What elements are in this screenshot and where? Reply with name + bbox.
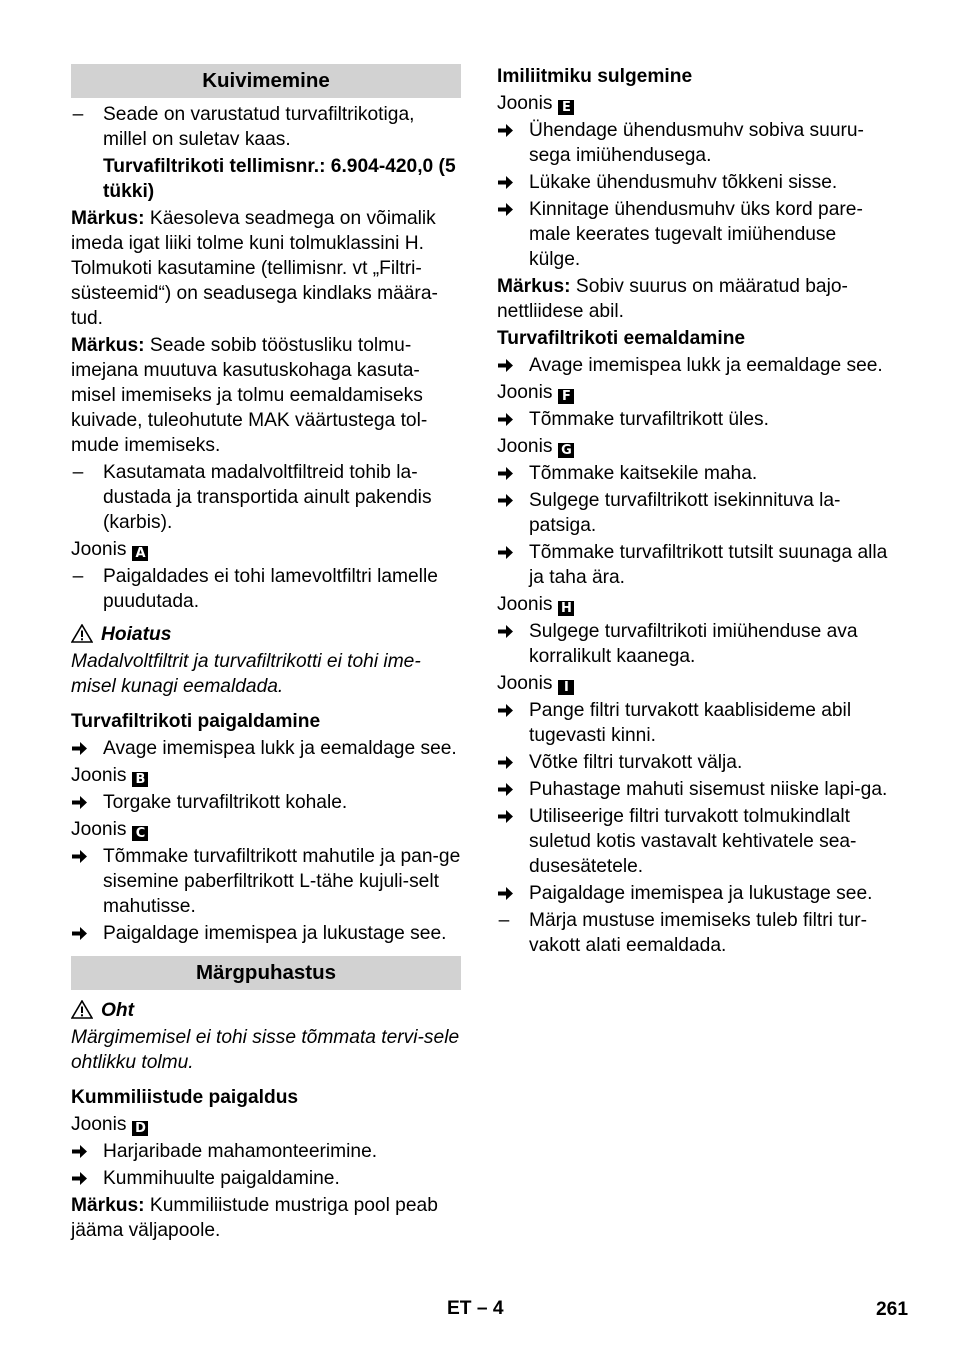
order-number: Turvafiltrikoti tellimisnr.: 6.904-420,0 (5 tükki) <box>103 156 456 202</box>
warning-triangle-icon <box>71 624 93 643</box>
instruction-step: Pange filtri turvakott kaablisideme abil tugevasti kinni. <box>497 698 889 748</box>
subheading: Imiliitmiku sulgemine <box>497 66 693 87</box>
figure-label: B <box>132 772 148 787</box>
dash-item: – Paigaldades ei tohi lamevoltfiltri lamelle puudutada. <box>72 566 438 612</box>
arrow-right-icon <box>497 777 519 797</box>
danger-heading: Oht <box>71 998 461 1023</box>
instruction-step: Sulgege turvafiltrikott isekinnituva la-patsiga. <box>497 488 889 538</box>
instruction-step: Võtke filtri turvakott välja. <box>497 750 889 775</box>
figure-ref: Joonis G <box>497 434 889 459</box>
note: Märkus: Käesoleva seadmega on võimalik imeda igat liiki tolme kuni tolmuklassini H. Tolmukoti kasutamine (tellimisnr. vt „Filtri-süsteemid“) on seadusega kindlaks määra-tud. <box>71 208 438 329</box>
dash-marker: – <box>72 566 84 587</box>
note: Märkus: Kummiliistude mustriga pool peab jääma väljapoole. <box>71 1195 438 1241</box>
arrow-right-icon <box>497 197 519 217</box>
arrow-right-icon <box>497 619 519 639</box>
arrow-right-icon <box>497 488 519 508</box>
arrow-right-icon <box>497 804 519 824</box>
figure-label: G <box>558 443 574 458</box>
dash-marker: – <box>498 910 510 931</box>
page-number: 261 <box>876 1299 909 1320</box>
figure-label: E <box>558 100 574 115</box>
section-heading-dry: Kuivimemine <box>71 64 461 98</box>
dash-item: – Kasutamata madalvoltfiltreid tohib la-dustada ja transportida ainult pakendis (karbis). <box>72 462 432 533</box>
subheading: Kummiliistude paigaldus <box>71 1087 299 1108</box>
warning-triangle-icon <box>71 1000 93 1019</box>
instruction-step: Tõmmake turvafiltrikott üles. <box>497 407 889 432</box>
figure-ref: Joonis E <box>497 91 889 116</box>
figure-label: I <box>558 680 574 695</box>
instruction-step: Tõmmake turvafiltrikott mahutile ja pan-ge sisemine paberfiltrikott L-tähe kujuli-selt mahutisse. <box>71 844 461 919</box>
instruction-step: Utiliseerige filtri turvakott tolmukindlalt suletud kotis vastavalt kehtivatele sea-dusesätetele. <box>497 804 889 879</box>
left-column <box>71 64 461 1245</box>
subheading: Turvafiltrikoti eemaldamine <box>497 328 746 349</box>
note: Märkus: Sobiv suurus on määratud bajo-nettliidese abil. <box>497 276 848 322</box>
figure-label: C <box>132 826 148 841</box>
instruction-step: Avage imemispea lukk ja eemaldage see. <box>497 353 889 378</box>
warning-text: Madalvoltfiltrit ja turvafiltrikotti ei tohi ime-misel kunagi eemaldada. <box>71 651 421 697</box>
subheading: Turvafiltrikoti paigaldamine <box>71 711 321 732</box>
arrow-right-icon <box>71 1139 93 1159</box>
arrow-right-icon <box>497 118 519 138</box>
arrow-right-icon <box>71 921 93 941</box>
dash-item: – Märja mustuse imemiseks tuleb filtri tur-vakott alati eemaldada. <box>498 910 867 956</box>
arrow-right-icon <box>497 540 519 560</box>
figure-ref: Joonis F <box>497 380 889 405</box>
dash-marker: – <box>72 104 84 125</box>
instruction-step: Tõmmake turvafiltrikott tutsilt suunaga alla ja taha ära. <box>497 540 889 590</box>
dash-marker: – <box>72 462 84 483</box>
instruction-step: Avage imemispea lukk ja eemaldage see. <box>71 736 461 761</box>
instruction-step: Torgake turvafiltrikott kohale. <box>71 790 461 815</box>
instruction-step: Harjaribade mahamonteerimine. <box>71 1139 461 1164</box>
instruction-step: Lükake ühendusmuhv tõkkeni sisse. <box>497 170 889 195</box>
instruction-step: Tõmmake kaitsekile maha. <box>497 461 889 486</box>
dash-item: – Seade on varustatud turvafiltrikotiga, millel on suletav kaas. <box>72 104 415 150</box>
right-column <box>497 64 889 960</box>
instruction-step: Kummihuulte paigaldamine. <box>71 1166 461 1191</box>
arrow-right-icon <box>497 750 519 770</box>
figure-label: D <box>132 1121 148 1136</box>
instruction-step: Puhastage mahuti sisemust niiske lapi-ga. <box>497 777 889 802</box>
instruction-step: Kinnitage ühendusmuhv üks kord pare-male keerates tugevalt imiühenduse külge. <box>497 197 889 272</box>
arrow-right-icon <box>497 698 519 718</box>
arrow-right-icon <box>71 844 93 864</box>
arrow-right-icon <box>497 407 519 427</box>
figure-ref: Joonis B <box>71 763 461 788</box>
warning-heading: Hoiatus <box>71 622 461 647</box>
instruction-step: Paigaldage imemispea ja lukustage see. <box>497 881 889 906</box>
arrow-right-icon <box>497 461 519 481</box>
arrow-right-icon <box>497 353 519 373</box>
figure-label: A <box>132 546 148 561</box>
arrow-right-icon <box>497 881 519 901</box>
footer-section-label: ET – 4 <box>447 1298 504 1319</box>
arrow-right-icon <box>71 1166 93 1186</box>
instruction-step: Sulgege turvafiltrikoti imiühenduse ava korralikult kaanega. <box>497 619 889 669</box>
figure-ref: Joonis A <box>71 537 461 562</box>
figure-ref: Joonis D <box>71 1112 461 1137</box>
figure-label: H <box>558 601 574 616</box>
arrow-right-icon <box>71 736 93 756</box>
arrow-right-icon <box>497 170 519 190</box>
section-heading-wet: Märgpuhastus <box>71 956 461 990</box>
arrow-right-icon <box>71 790 93 810</box>
instruction-step: Ühendage ühendusmuhv sobiva suuru-sega imiühendusega. <box>497 118 889 168</box>
instruction-step: Paigaldage imemispea ja lukustage see. <box>71 921 461 946</box>
figure-label: F <box>558 389 574 404</box>
figure-ref: Joonis H <box>497 592 889 617</box>
note: Märkus: Seade sobib tööstusliku tolmu-imejana muutuva kasutuskohaga kasuta-misel imemiseks ja tolmu eemaldamiseks kuivade, tuleohutute MAK väärtustega tol-mude imemiseks. <box>71 335 428 456</box>
danger-text: Märgimemisel ei tohi sisse tõmmata tervi-sele ohtlikku tolmu. <box>71 1027 460 1073</box>
figure-ref: Joonis I <box>497 671 889 696</box>
figure-ref: Joonis C <box>71 817 461 842</box>
